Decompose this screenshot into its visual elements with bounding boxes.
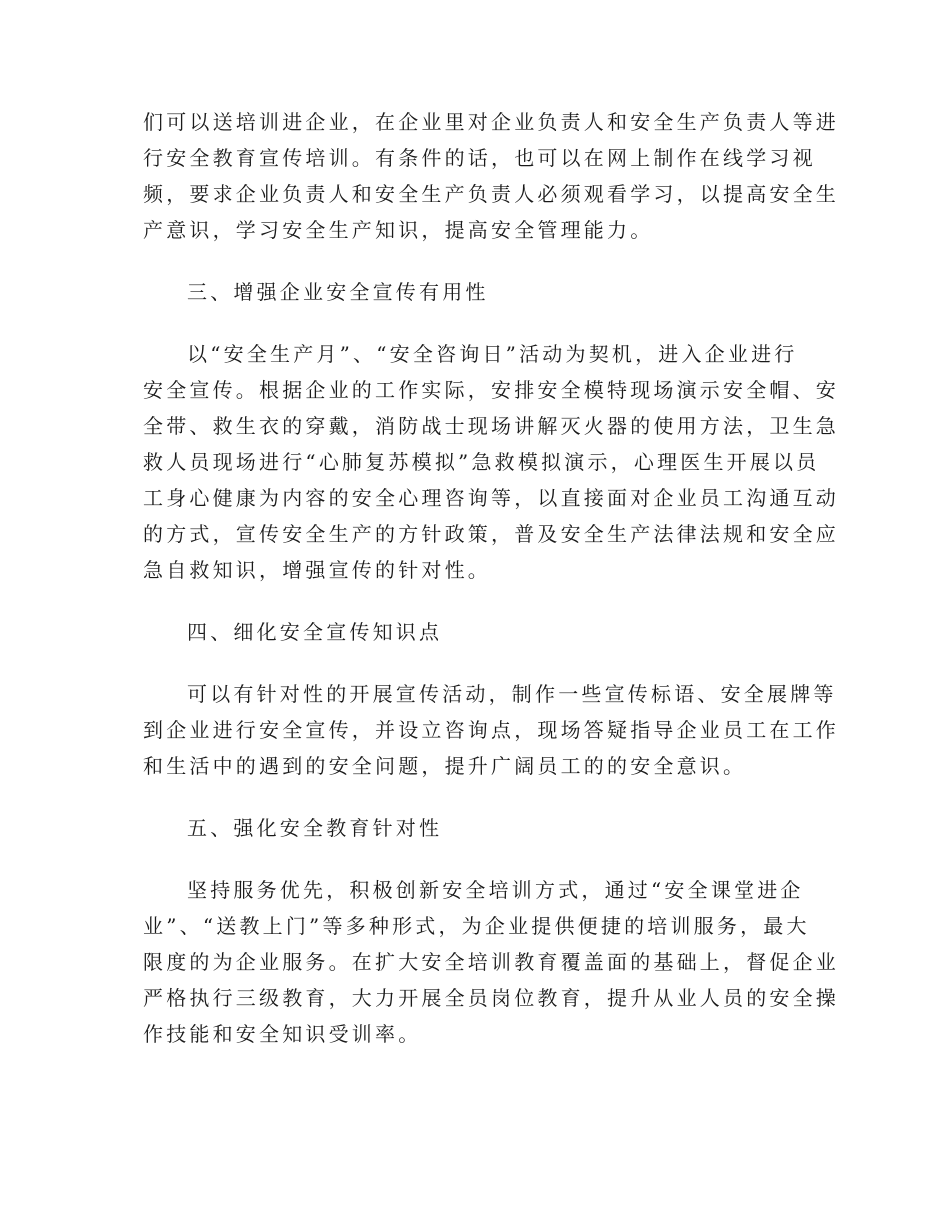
text-line: 和生活中的遇到的安全问题，提升广阔员工的的安全意识。: [143, 754, 747, 778]
section-heading-5: [143, 810, 795, 846]
text-line: 到企业进行安全宣传，并设立咨询点，现场答疑指导企业员工在工作: [143, 718, 839, 742]
heading-text: 四、细化安全宣传知识点: [187, 620, 443, 644]
text-line: 急自救知识，增强宣传的针对性。: [143, 558, 491, 582]
heading-text: 三、增强企业安全宣传有用性: [187, 280, 489, 304]
document-body: [143, 104, 839, 1052]
text-line: 们可以送培训进企业，在企业里对企业负责人和安全生产负责人等进: [143, 110, 839, 134]
text-line: 可以有针对性的开展宣传活动，制作一些宣传标语、安全展牌等: [187, 682, 837, 706]
text-line: 坚持服务优先，积极创新安全培训方式，通过“安全课堂进企: [187, 878, 804, 902]
text-line: 频，要求企业负责人和安全生产负责人必须观看学习，以提高安全生: [143, 182, 839, 206]
paragraph-continued: [143, 104, 839, 248]
heading-text: 五、强化安全教育针对性: [187, 816, 443, 840]
text-line: 限度的为企业服务。在扩大安全培训教育覆盖面的基础上，督促企业: [143, 950, 839, 974]
text-line: 救人员现场进行“心肺复苏模拟”急救模拟演示，心理医生开展以员: [143, 450, 820, 474]
text-line: 业”、“送教上门”等多种形式，为企业提供便捷的培训服务，最大: [143, 914, 810, 938]
text-line: 行安全教育宣传培训。有条件的话，也可以在网上制作在线学习视: [143, 146, 816, 170]
text-line: 的方式，宣传安全生产的方针政策，普及安全生产法律法规和安全应: [143, 522, 839, 546]
paragraph-section-3: [143, 336, 839, 588]
text-line: 以“安全生产月”、“安全咨询日”活动为契机，进入企业进行: [187, 342, 798, 366]
text-line: 作技能和安全知识受训率。: [143, 1022, 422, 1046]
text-line: 严格执行三级教育，大力开展全员岗位教育，提升从业人员的安全操: [143, 986, 839, 1010]
section-heading-4: [143, 614, 795, 650]
paragraph-section-5: [143, 872, 839, 1052]
text-line: 工身心健康为内容的安全心理咨询等，以直接面对企业员工沟通互动: [143, 486, 839, 510]
text-line: 安全宣传。根据企业的工作实际，安排安全模特现场演示安全帽、安: [143, 378, 839, 402]
text-line: 全带、救生衣的穿戴，消防战士现场讲解灭火器的使用方法，卫生急: [143, 414, 839, 438]
section-heading-3: [143, 274, 795, 310]
text-line: 产意识，学习安全生产知识，提高安全管理能力。: [143, 218, 654, 242]
paragraph-section-4: [143, 676, 839, 784]
